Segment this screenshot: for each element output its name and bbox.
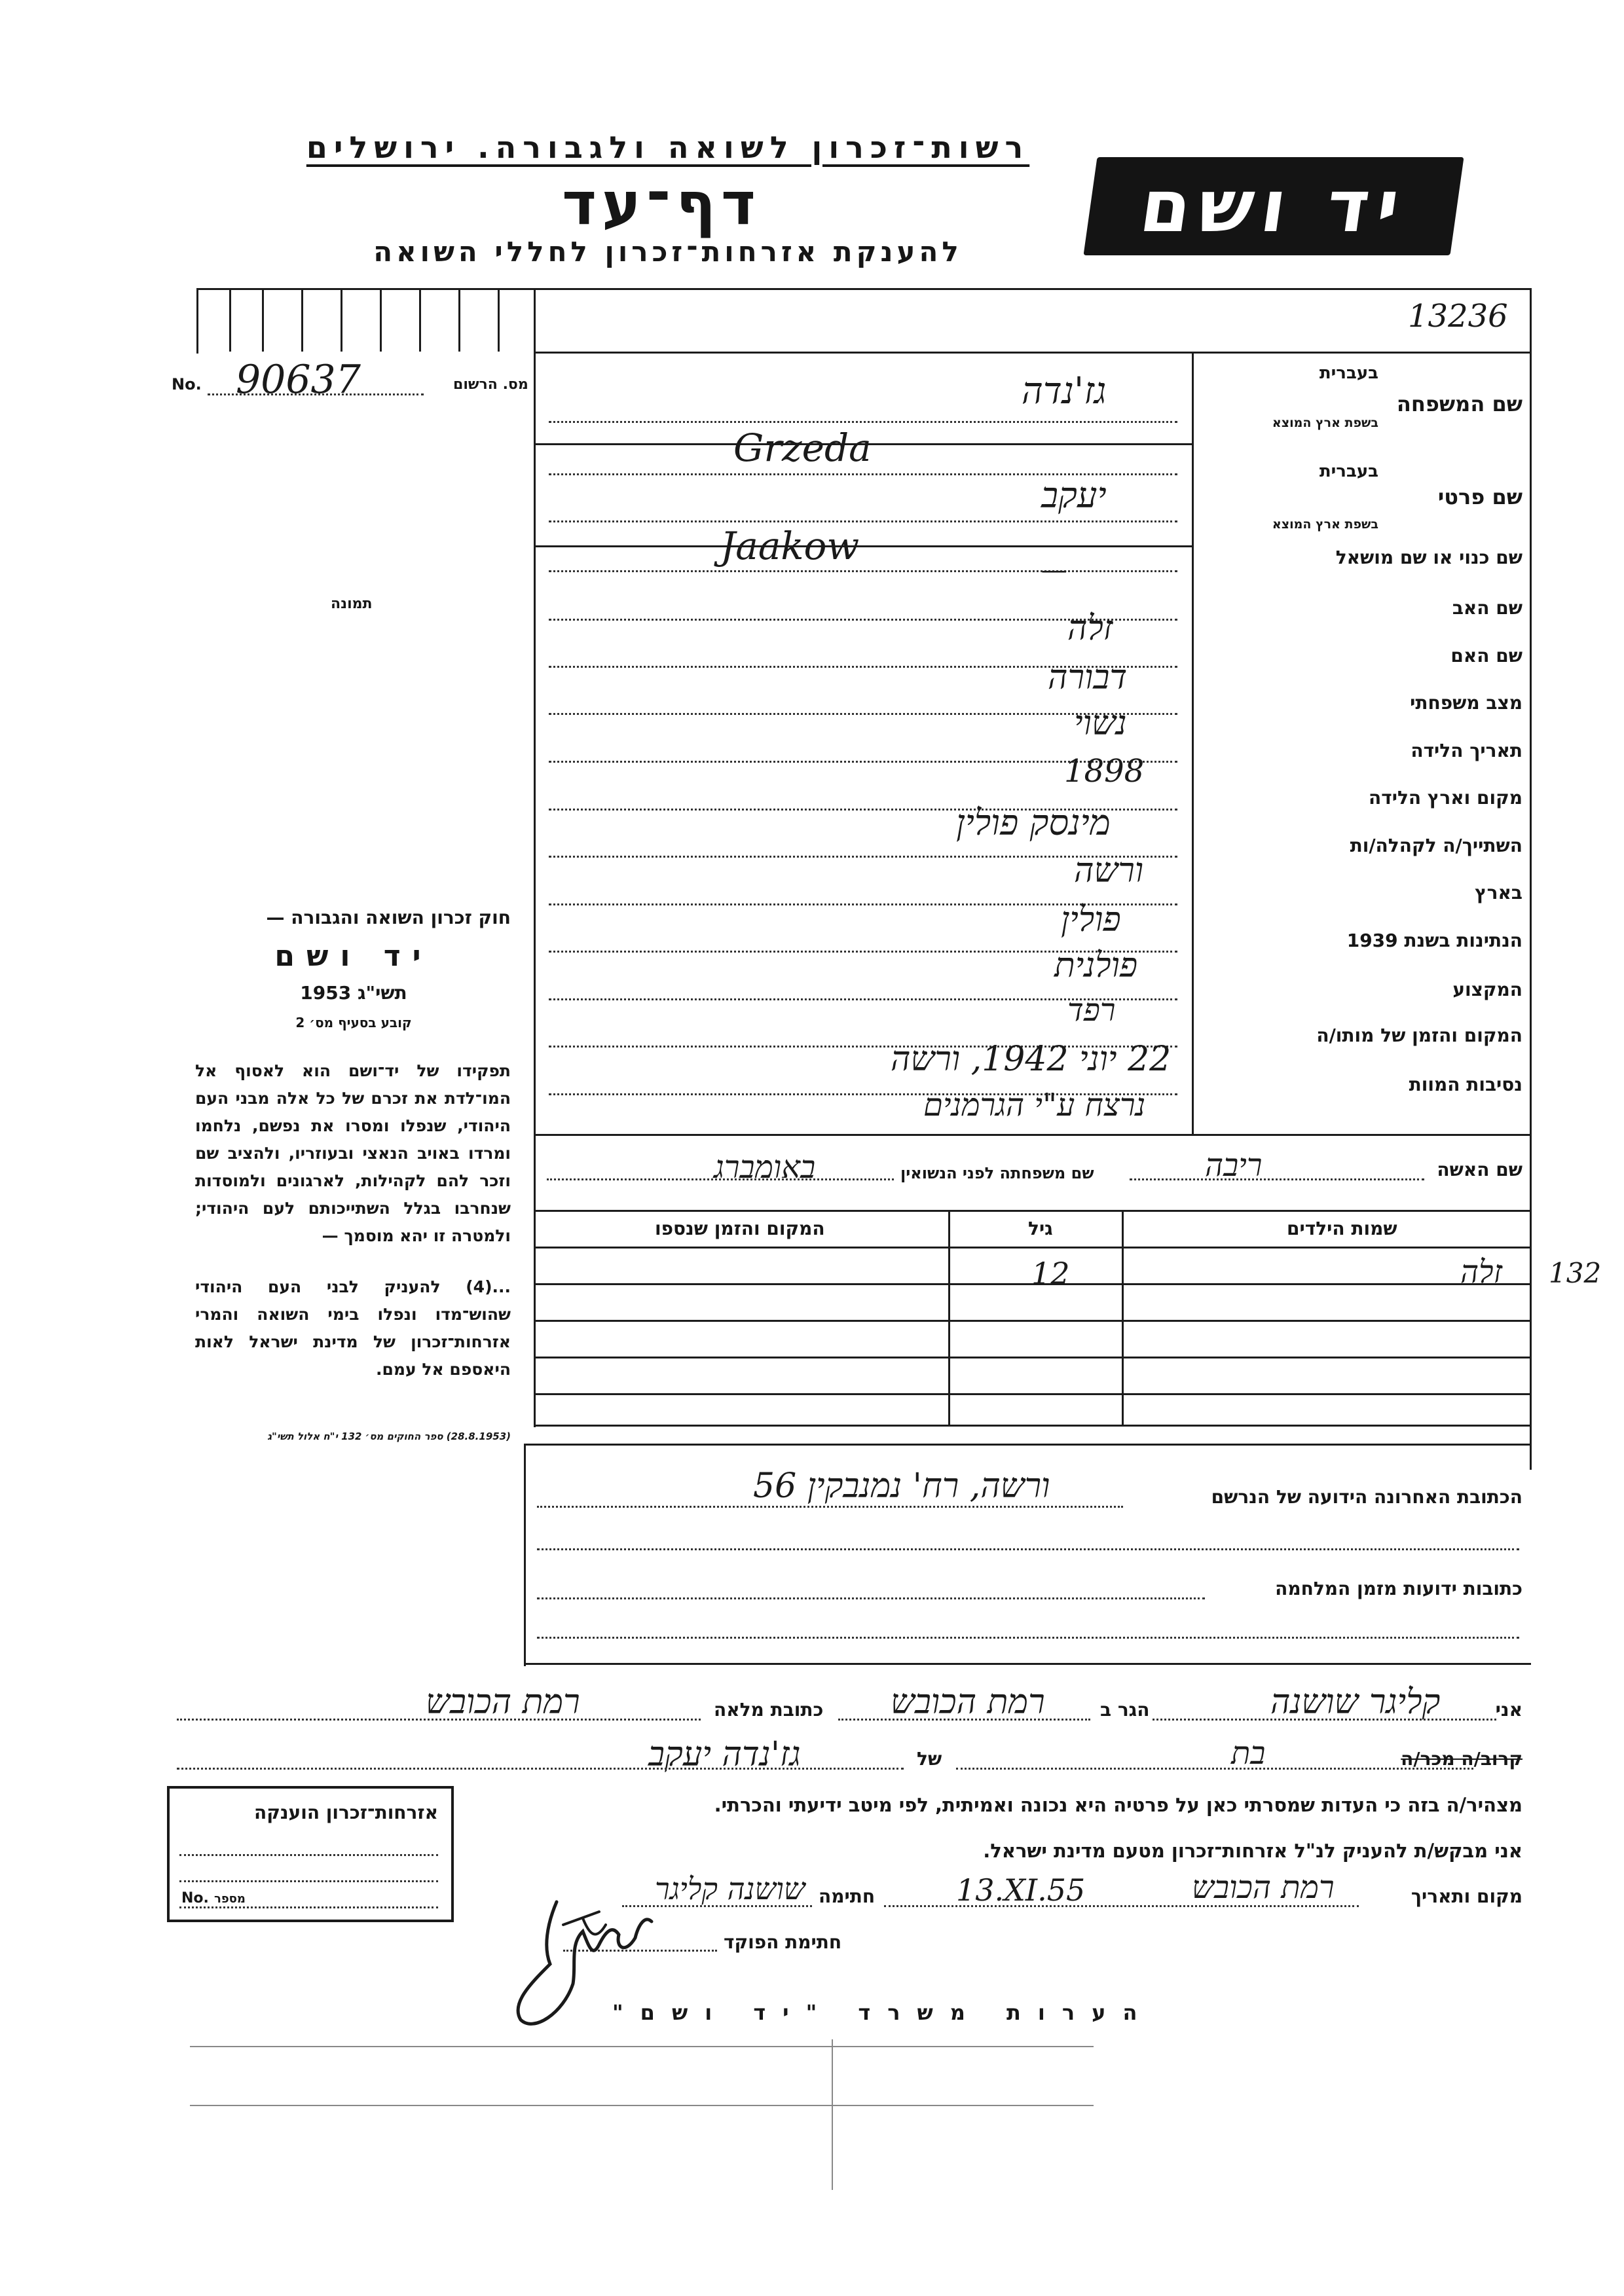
children-names-header: שמות הילדים [1287, 1218, 1397, 1239]
firstname-label: שם פרטי [1437, 484, 1522, 509]
country-value: פולין [1061, 900, 1121, 939]
death-label: המקום והזמן של מותו/ה [1316, 1025, 1522, 1046]
file-number: 13236 [1408, 298, 1508, 335]
mother-label: שם האם [1450, 645, 1522, 666]
law-citation: (28.8.1953) ספר החוקים מס׳ 132 י"ח אלול תשי"ג [267, 1430, 511, 1442]
child-name-1: זלה [1460, 1254, 1502, 1290]
birthplace-label: מקום וארץ הלידה [1369, 787, 1522, 809]
citizenship-value: פולנית [1054, 946, 1138, 985]
last-address-dots [537, 1506, 1123, 1508]
marital-value: נשוי [1074, 704, 1127, 743]
full-address-dots [177, 1719, 701, 1721]
firstname-hebrew-value: יעקב [1041, 475, 1107, 516]
nickname-value: — [1041, 555, 1067, 585]
statement-2: אני מבקש/ת להעניק לנ"ל אזרחות־זכרון מטעם מדינת ישראל. [983, 1840, 1522, 1862]
code-boxes [196, 288, 534, 352]
notes-title: הערות משרד "יד ושם" [612, 2000, 1154, 2025]
notes-divider [832, 2039, 833, 2190]
place-date-label: מקום ותאריך [1411, 1886, 1522, 1907]
declarant-dots [1153, 1719, 1496, 1721]
surname-native-sub: בשפת ארץ המוצא [1272, 416, 1378, 430]
firstname-native-sub: בשפת ארץ המוצא [1272, 517, 1378, 532]
war-address-dots-2 [537, 1637, 1519, 1639]
label-column-divider [1192, 352, 1194, 1134]
country-label: בארץ [1475, 882, 1522, 903]
maiden-value: באומברג [714, 1149, 816, 1186]
circumstances-value: נרצח ע"י הגרמנים [923, 1087, 1146, 1123]
citizenship-box-title: אזרחות־זכרון הוענקה [254, 1802, 438, 1823]
citizenship-label: הנתינות בשנת 1939 [1346, 930, 1522, 951]
statement-1: מצהיר/ה בזה כי העדות שמסרתי כאן על פרטיה היא נכונה ואמיתית, לפי מיטב ידיעתי והכרתי. [714, 1794, 1522, 1816]
mother-value: דבורה [1048, 658, 1128, 697]
law-paragraph-1: תפקידו של יד־ושם הוא לאסוף אל המו־לדת את זכרם של כל אלה מבני העם היהודי, שנפלו ומסרו את נפשם, נלחמו ומרדו באויב הנאצי ובעוזריו, ולהציב שם וזכר להם לקהילות, לארגונים ולמוסדות שנחרבו בגלל השתייכותם לעם היהודי; ולמטרה זו יהא מוסמך — [195, 1061, 511, 1245]
logo-text: יד ושם [1135, 164, 1412, 248]
law-year: תשי"ג 1953 [300, 982, 407, 1004]
death-value: 22 יוני 1942, ורשה [891, 1040, 1172, 1079]
reg-no-value: 90637 [236, 357, 361, 403]
signature-label: חתימה [819, 1886, 876, 1907]
photo-label: תמונה [331, 596, 373, 612]
resident-dots [838, 1719, 1090, 1721]
profession-value: רפד [1067, 992, 1116, 1029]
profession-label: המקצוע [1452, 979, 1522, 1000]
father-value: זלה [1067, 609, 1113, 648]
full-address-label: כתובת מלאה [714, 1699, 824, 1721]
form-subtitle: להענקת אזרחות־זכרון לחללי השואה [373, 236, 963, 268]
authority-header: רשות־זכרון לשואה ולגבורה. ירושלים [306, 130, 1030, 165]
law-name: יד ושם [274, 939, 433, 973]
of-dots [177, 1768, 904, 1770]
birthdate-label: תאריך הלידה [1411, 740, 1522, 761]
last-address-label: הכתובת האחרונה הידועה של הנרשם [1211, 1486, 1522, 1508]
of-label: של [917, 1748, 942, 1770]
notes-line-top [190, 2046, 1094, 2047]
firstname-hebrew-sub: בעברית [1319, 462, 1378, 481]
birthplace-value: מינסק פולין [956, 802, 1111, 843]
children-age-header: גיל [1028, 1218, 1053, 1239]
citizenship-number-label: מספר [214, 1892, 246, 1906]
address-section-bottom [524, 1663, 1531, 1665]
wife-label: שם האשה [1437, 1159, 1522, 1180]
relation-dots [956, 1768, 1473, 1770]
child-age-1: 12 [1031, 1256, 1070, 1291]
of-value: גז'נדה יעקב [648, 1735, 801, 1774]
reg-no-prefix: No. [172, 375, 202, 393]
nickname-label: שם כנוי או שם מושאל [1335, 547, 1522, 568]
place-value: רמת הכובש [1192, 1869, 1335, 1906]
surname-native-value: Grzeda [733, 426, 872, 470]
law-clause: קובע בסעיף מס׳ 2 [295, 1015, 412, 1030]
surname-hebrew-value: גז'נדה [1022, 370, 1107, 412]
wife-value: ריבה [1205, 1147, 1263, 1184]
maiden-dots [547, 1178, 894, 1180]
circumstances-label: נסיבות המוות [1409, 1074, 1522, 1095]
birthdate-value: 1898 [1064, 753, 1145, 790]
war-address-dots [537, 1597, 1205, 1599]
place-dots [884, 1905, 1359, 1907]
maiden-label: שם משפחתה לפני הנשואין [900, 1164, 1094, 1182]
wife-dots [1130, 1178, 1424, 1180]
law-paragraph-2: ...(4) להעניק לבני העם היהודי שהוש־מדו ונפלו בימי השואה והמרי אזרחות־זכרון של מדינת ישראל לאות היאספם אל עמם. [195, 1277, 511, 1379]
father-label: שם האב [1452, 597, 1522, 619]
relation-label: קרוב/ה מכר/ה [1401, 1748, 1522, 1770]
relation-value: בת [1231, 1735, 1266, 1772]
declarant-name: קליגר שושנה [1270, 1683, 1441, 1722]
citizenship-granted-box [167, 1786, 454, 1922]
marital-label: מצב משפחתי [1410, 692, 1522, 714]
notes-line-2 [190, 2105, 1094, 2106]
margin-note: 132 [1549, 1257, 1602, 1289]
registration-number [172, 357, 532, 403]
form-title: דף־עד [562, 170, 761, 238]
citizenship-no-prefix: No. [181, 1890, 209, 1906]
declarant-label: אני [1495, 1699, 1522, 1721]
children-table [536, 1210, 1531, 1426]
last-address-dots-2 [537, 1548, 1519, 1550]
address-section-top [524, 1444, 1531, 1446]
surname-label: שם המשפחה [1396, 392, 1522, 416]
surname-hebrew-sub: בעברית [1319, 363, 1378, 383]
address-left-border [524, 1444, 526, 1666]
law-title: חוק זכרון השואה והגבורה — [266, 907, 511, 928]
firstname-native-value: Jaakow [720, 524, 860, 568]
community-value: ורשה [1074, 851, 1144, 890]
full-address-value: רמת הכובש [426, 1683, 580, 1722]
date-value: 13.XI.55 [956, 1872, 1086, 1908]
community-label: השתייך/ה לקהלה/ות [1350, 835, 1522, 856]
officer-label: חתימת הפוקד [724, 1931, 842, 1953]
resident-label: הגר ב [1100, 1699, 1150, 1721]
last-address-value: ורשה, רח' נמנבקין 56 [753, 1467, 1050, 1506]
reg-no-label: מס. הרשום [453, 376, 528, 393]
war-address-label: כתובות ידועות מזמן המלחמה [1275, 1578, 1522, 1599]
resident-value: רמת הכובש [891, 1683, 1045, 1722]
children-place-header: המקום והזמן שנספו [655, 1218, 825, 1239]
yad-vashem-logo [1083, 157, 1464, 255]
value-column-bottom [536, 1134, 1531, 1136]
signature-value: שושנה קליגר [655, 1871, 805, 1906]
